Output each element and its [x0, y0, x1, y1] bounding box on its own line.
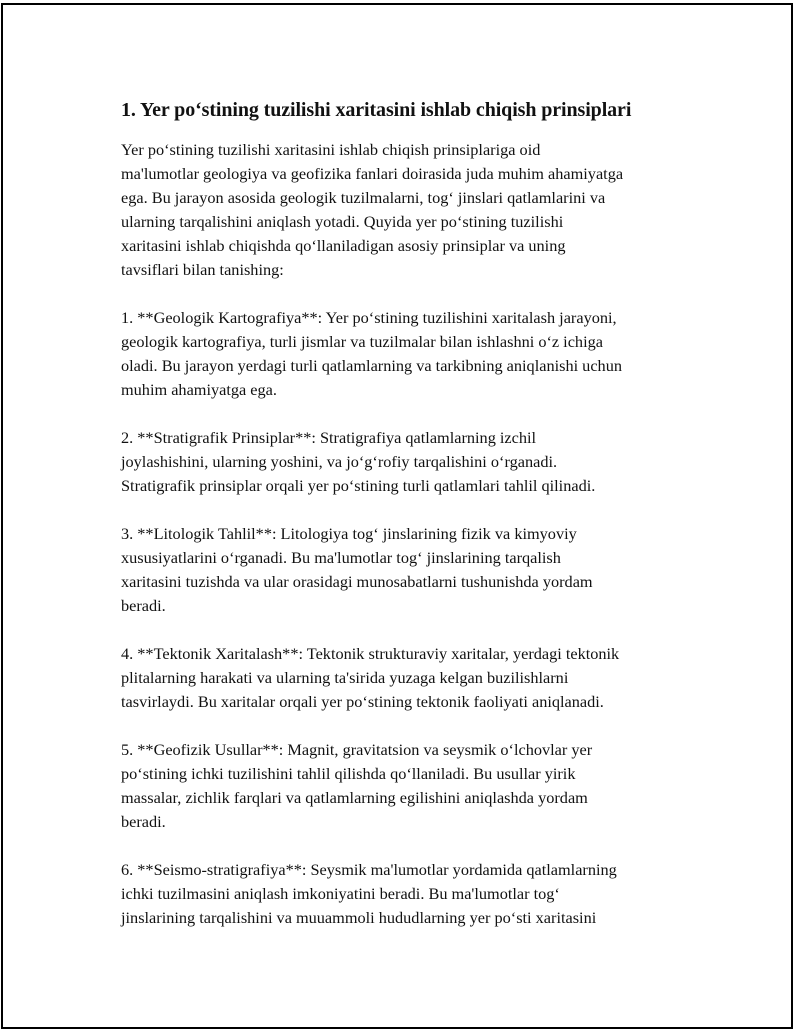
item-3-paragraph — [121, 522, 701, 618]
text-line: plitalarning harakati va ularning ta'sirida yuzaga kelgan buzilishlarni — [121, 668, 569, 687]
document-page — [1, 3, 793, 1029]
item-1-paragraph — [121, 306, 701, 402]
text-line: 2. **Stratigrafik Prinsiplar**: Stratigrafiya qatlamlarning izchil — [121, 428, 537, 447]
paragraph-spacer — [121, 402, 701, 426]
text-line: geologik kartografiya, turli jismlar va tuzilmalar bilan ishlashni o‘z ichiga — [121, 332, 603, 351]
text-line: Stratigrafik prinsiplar orqali yer po‘stining turli qatlamlari tahlil qilinadi. — [121, 476, 596, 495]
text-line: 6. **Seismo-stratigrafiya**: Seysmik ma'lumotlar yordamida qatlamlarning — [121, 860, 617, 879]
text-line: ega. Bu jarayon asosida geologik tuzilmalarni, tog‘ jinslari qatlamlarini va — [121, 188, 606, 207]
paragraph-spacer — [121, 618, 701, 642]
paragraph-spacer — [121, 834, 701, 858]
text-line: 3. **Litologik Tahlil**: Litologiya tog‘ jinslarining fizik va kimyoviy — [121, 524, 577, 543]
text-line: xaritasini ishlab chiqishda qo‘llaniladigan asosiy prinsiplar va uning — [121, 236, 566, 255]
text-line: ma'lumotlar geologiya va geofizika fanlari doirasida juda muhim ahamiyatga — [121, 164, 624, 183]
text-line: xaritasini tuzishda va ular orasidagi munosabatlarni tushunishda yordam — [121, 572, 593, 591]
text-line: po‘stining ichki tuzilishini tahlil qilishda qo‘llaniladi. Bu usullar yirik — [121, 764, 576, 783]
text-line: Yer po‘stining tuzilishi xaritasini ishlab chiqish prinsiplariga oid — [121, 140, 541, 159]
text-line: 5. **Geofizik Usullar**: Magnit, gravitatsion va seysmik o‘lchovlar yer — [121, 740, 593, 759]
document-title: 1. Yer po‘stining tuzilishi xaritasini ishlab chiqish prinsiplari — [121, 99, 632, 121]
paragraph-spacer — [121, 714, 701, 738]
text-line: joylashishini, ularning yoshini, va jo‘g‘rofiy tarqalishini o‘rganadi. — [121, 452, 558, 471]
text-line: tasvirlaydi. Bu xaritalar orqali yer po‘stining tektonik faoliyati aniqlanadi. — [121, 692, 604, 711]
text-line: muhim ahamiyatga ega. — [121, 380, 277, 399]
text-line: 1. **Geologik Kartografiya**: Yer po‘stining tuzilishini xaritalash jarayoni, — [121, 308, 617, 327]
document-body — [121, 138, 701, 930]
paragraph-spacer — [121, 498, 701, 522]
text-line: beradi. — [121, 812, 166, 831]
paragraph-spacer — [121, 282, 701, 306]
text-line: oladi. Bu jarayon yerdagi turli qatlamlarning va tarkibning aniqlanishi uchun — [121, 356, 622, 375]
text-line: beradi. — [121, 596, 166, 615]
item-2-paragraph — [121, 426, 701, 498]
text-line: ularning tarqalishini aniqlash yotadi. Quyida yer po‘stining tuzilishi — [121, 212, 564, 231]
text-line: tavsiflari bilan tanishing: — [121, 260, 284, 279]
text-line: 4. **Tektonik Xaritalash**: Tektonik strukturaviy xaritalar, yerdagi tektonik — [121, 644, 620, 663]
text-line: xususiyatlarini o‘rganadi. Bu ma'lumotlar tog‘ jinslarining tarqalish — [121, 548, 561, 567]
text-line: ichki tuzilmasini aniqlash imkoniyatini beradi. Bu ma'lumotlar tog‘ — [121, 884, 560, 903]
item-4-paragraph — [121, 642, 701, 714]
intro-paragraph — [121, 138, 701, 282]
text-line: massalar, zichlik farqlari va qatlamlarning egilishini aniqlashda yordam — [121, 788, 588, 807]
item-6-paragraph — [121, 858, 701, 930]
document-content — [121, 97, 701, 930]
text-line: jinslarining tarqalishini va muuammoli hududlarning yer po‘sti xaritasini — [121, 908, 597, 927]
item-5-paragraph — [121, 738, 701, 834]
